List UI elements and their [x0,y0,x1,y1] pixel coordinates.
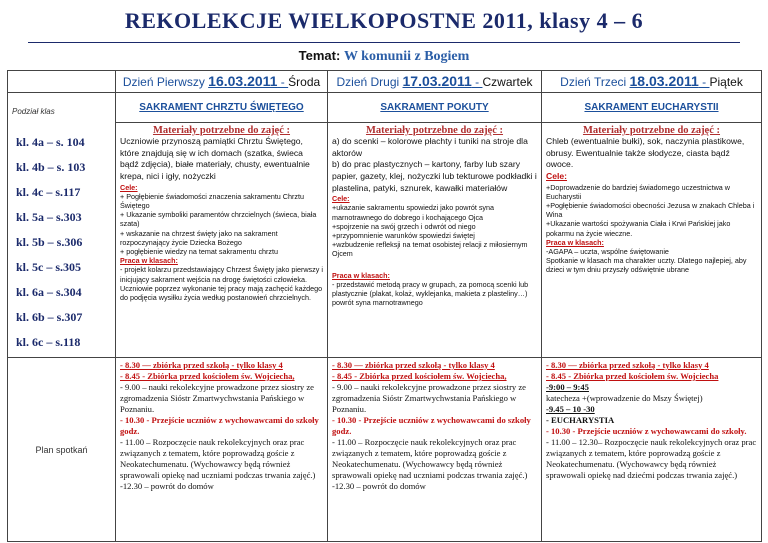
goal-item: +Pogłębienie świadomości obecności Jezusa w znakach Chleba i Wina [546,200,755,220]
goal-item: +spojrzenie na swój grzech i odwrót od niego [332,221,476,231]
goal-item: +Ukazanie wartości spożywania Ciała i Krwi Pańskiej jako pokarmu na życie wieczne. [546,219,731,238]
class-room-item: kl. 5a – s.303 [16,210,82,224]
plan-entry: - 8.45 - Zbiórka przed kościołem św. Wojciecha, [332,371,507,381]
goal-item: +ukazanie sakramentu spowiedzi jako powrót syna marnotrawnego do dobrego i kochającego Ojca [332,203,495,222]
plan-label: Plan spotkań [8,358,116,542]
plan-entry: -9.45 – 10 -30 [546,404,595,414]
plan-entry: -12.30 – powrót do domów [120,481,214,491]
sacrament-3: SAKRAMENT EUCHARYSTII [542,93,762,123]
day-3-header: Dzień Trzeci 18.03.2011 - Piątek [542,71,762,93]
work-heading: Praca w klasach: [546,237,604,247]
class-room-list [12,130,111,355]
day-3-details [542,123,762,358]
plan-entry: - 8.30 –– zbiórka przed szkołą - tylko klasy 4 [120,360,283,370]
plan-entry: - 10.30 - Przejście uczniów z wychowawcami do szkoły godz. [120,415,319,436]
plan-entry: -12.30 – powrót do domów [332,481,426,491]
plan-entry: - 11.00 – Rozpoczęcie nauk rekolekcyjnych oraz prac związanych z tematem, które poprowadzą goście z Neokatechumenatu. (Wychowawcy będą również sprawowali opiekę nad uczniami podczas trwania zajęć.) [120,437,316,480]
plan-entry: - 8.45 - Zbiórka przed kościołem św. Wojciecha [546,371,719,381]
plan-entry: - 10.30 - Przejście uczniów z wychowawcami do szkoły. [546,426,747,436]
plan-entry: -9:00 – 9:45 [546,382,589,392]
plan-entry: - 8.45 - Zbiórka przed kościołem św. Wojciecha, [120,371,295,381]
plan-entry: katecheza +(wprowadzenie do Mszy Świętej) [546,393,703,403]
goal-item: +Doprowadzenie do bardziej świadomego uczestnictwa w Eucharystii [546,182,730,201]
plan-entry: - 8.30 –– zbiórka przed szkołą - tylko klasy 4 [546,360,709,370]
document-title: REKOLEKCJE WIELKOPOSTNE 2011, klasy 4 – 6 [124,8,644,33]
class-room-item: kl. 5b – s.306 [16,235,83,249]
day-2-header: Dzień Drugi 17.03.2011 - Czwartek [328,71,542,93]
goal-item: + pogłębienie wiedzy na temat sakramentu chrztu [120,246,279,256]
class-room-item: kl. 6a – s.304 [16,285,82,299]
class-room-item: kl. 5c – s.305 [16,260,82,274]
goals-heading: Cele: [332,194,350,204]
sacrament-2: SAKRAMENT POKUTY [328,93,542,123]
class-room-item: kl. 4a – s. 104 [16,135,85,149]
class-room-item: kl. 4c – s.117 [16,185,81,199]
plan-entry: - 11.00 – Rozpoczęcie nauk rekolekcyjnych oraz prac związanych z tematem, które poprowadzą goście z Neokatechumenatu. (Wychowawcy będą również sprawowali opiekę nad uczniami podczas trwania zajęć.) [332,437,528,480]
sacrament-1: SAKRAMENT CHRZTU ŚWIĘTEGO [116,93,328,123]
plan-row [8,358,762,542]
goal-item: + Pogłębienie świadomości znaczenia sakramentu Chrztu Świętego [120,191,304,210]
day-1-plan [116,358,328,542]
work-text: Spotkanie w klasach ma charakter uczty. Dlatego najlepiej, aby dzieci w tym dniu przyszły odświętnie ubrane [546,256,747,275]
schedule-table [7,70,762,542]
class-room-item: kl. 6b – s.307 [16,310,83,324]
work-text: -AGAPA – uczta, wspólne świętowanie [546,246,669,256]
materials-heading: Materiały potrzebne do zajęć : [365,125,504,137]
work-text: - przedstawić metodą pracy w grupach, za pomocą scenki lub plastycznie (plakat, kolaż, wyklejanka, makieta z plasteliny…) powrót syna marnotrawnego [332,279,529,308]
day-1-details [116,123,328,358]
day-1-header: Dzień Pierwszy 16.03.2011 - Środa [116,71,328,93]
theme-label: Temat: [298,48,344,63]
materials-heading: Materiały potrzebne do zajęć : [582,125,721,137]
plan-entry: - 8.30 –– zbiórka przed szkołą - tylko klasy 4 [332,360,495,370]
day-2-plan [328,358,542,542]
day-2-details [328,123,542,358]
materials-text: a) do scenki – kolorowe płachty i tuniki na stroje dla aktorów [332,136,528,158]
day-header-row [8,71,762,93]
plan-entry: - 10.30 - Przejście uczniów z wychowawcami do szkoły godz. [332,415,531,436]
materials-text: Chleb (ewentualnie bułki), sok, naczynia plastikowe, obrusy. Ewentualnie także słodycze, ciasta bądź owoce. [546,136,745,170]
goal-item: +przypomnienie warunków spowiedzi świętej [332,230,475,240]
goals-heading: Cele: [546,170,568,181]
classes-label: Podział klas [12,107,55,116]
materials-text: b) do prac plastycznych – kartony, farby lub szary papier, gazety, klej, nożyczki lub tekturowe podkładki i plastelina, patyki, sznurek, kawałki materiałów [332,159,537,193]
goals-heading: Cele: [120,182,138,192]
plan-entry: - 9.00 – nauki rekolekcyjne prowadzone przez siostry ze zgromadzenia Sióstr Zmartwychwstania Pańskiego w Poznaniu. [332,382,527,414]
plan-entry: - 11.00 – 12.30– Rozpoczęcie nauk rekolekcyjnych oraz prac związanych z tematem, które poprowadzą goście z Neokatechumenatu. (Wychowawcy będą również sprawowali opiekę nad dziećmi podczas trwania zajęć.) [546,437,757,480]
theme-line [0,48,768,65]
day-3-plan [542,358,762,542]
goal-item: + wskazanie na chrzest święty jako na sakrament rozpoczynający życie Dziecka Bożego [120,228,278,247]
materials-text: Uczniowie przynoszą pamiątki Chrztu Świętego, które znajdują się w ich domach (szatka, świeca bądź zdjęcia), białe materiały, chusty, ewentualnie krepa, nici i igły, nożyczki [120,136,310,181]
materials-heading: Materiały potrzebne do zajęć : [152,125,291,137]
plan-entry: - EUCHARYSTIA [546,415,615,425]
work-text: - projekt kolarzu przedstawiający Chrzest Święty jako pierwszy i inicjujący sakrament wejścia na drogę świętości człowieka. Uczniowie poprzez wykonanie tej pracy mają zachęcić każdego do podjęcia wysiłku życia według postanowień chrzcielnych. [120,265,323,302]
theme-value: W komunii z Bogiem [343,49,470,64]
work-heading: Praca w klasach: [332,270,390,280]
sacrament-row [8,93,762,123]
class-room-item: kl. 6c – s.118 [16,335,81,349]
goal-item: + Ukazanie symboliki paramentów chrzcielnych (świeca, biała szata) [120,210,317,229]
title-divider [28,42,740,43]
work-heading: Praca w klasach: [120,256,178,266]
classes-cell [8,93,116,358]
plan-entry: - 9.00 – nauki rekolekcyjne prowadzone przez siostry ze zgromadzenia Sióstr Zmartwychwstania Pańskiego w Poznaniu. [120,382,315,414]
corner-cell [8,71,116,93]
class-room-item: kl. 4b – s. 103 [16,160,86,174]
materials-row [8,123,762,358]
goal-item: +wzbudzenie refleksji na temat osobistej relacji z miłosiernym Ojcem [332,240,528,259]
